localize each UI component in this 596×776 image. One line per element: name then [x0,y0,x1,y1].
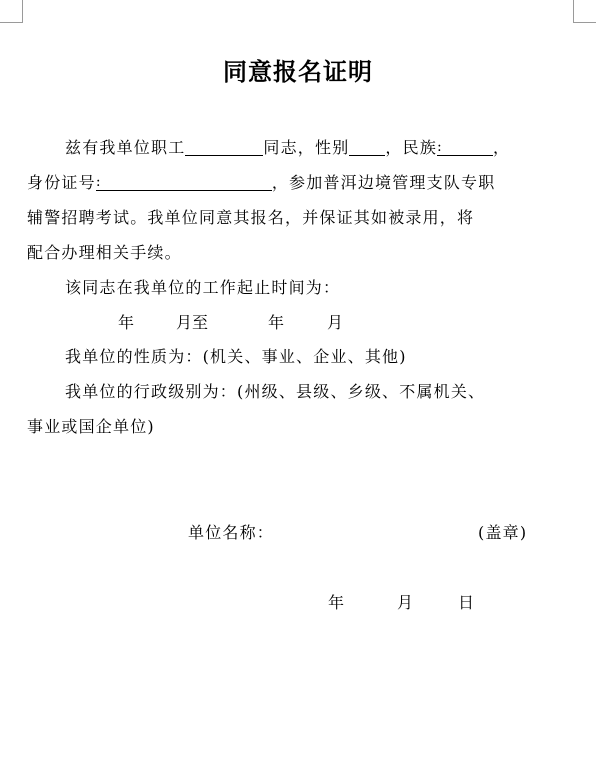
text-comma: ， [493,138,511,157]
work-start-month-to: 月至 [176,313,209,332]
id-number-blank[interactable] [96,174,272,191]
work-end-year: 年 [268,313,285,332]
unit-level-line-1: 我单位的行政级别为：(州级、县级、乡级、不属机关、 [65,382,486,401]
text-ethnicity: ，民族 [385,138,438,157]
paragraph-line-2 [27,171,587,195]
text-exam-intro: ，参加普洱边境管理支队专职 [271,173,496,192]
gender-blank[interactable] [349,139,385,156]
work-time-label: 该同志在我单位的工作起止时间为： [65,278,341,297]
document-title: 同意报名证明 [223,57,373,86]
work-start-year: 年 [118,313,135,332]
crop-mark-top-right [573,0,596,23]
name-blank[interactable] [185,139,263,156]
unit-name-label: 单位名称： [188,523,275,542]
text-id-number: 身份证号 [27,173,96,192]
work-end-month: 月 [327,313,344,332]
unit-level-line-2: 事业或国企单位) [27,417,155,436]
paragraph-line-1 [65,136,596,160]
crop-mark-top-left [0,0,23,23]
text-employee-intro: 兹有我单位职工 [65,138,186,157]
sign-day: 日 [458,593,475,612]
sign-year: 年 [328,593,345,612]
ethnicity-blank[interactable] [437,139,493,156]
sign-month: 月 [397,593,414,612]
paragraph-line-3: 辅警招聘考试。我单位同意其报名，并保证其如被录用，将 [27,208,475,227]
text-comrade-gender: 同志，性别 [263,138,350,157]
seal-label: (盖章) [478,523,528,542]
paragraph-line-4: 配合办理相关手续。 [27,243,182,262]
unit-nature: 我单位的性质为：(机关、事业、企业、其他) [65,347,407,366]
